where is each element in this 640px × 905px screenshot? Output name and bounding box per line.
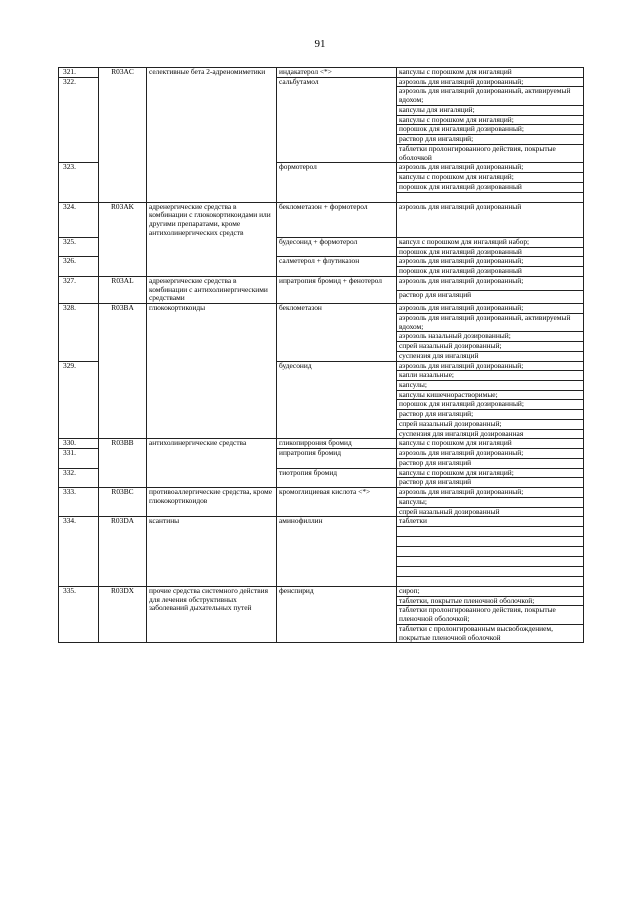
dosage-form: капсул с порошком для ингаляций набор; — [397, 237, 584, 247]
dosage-form: порошок для ингаляций дозированный — [397, 267, 584, 277]
dosage-form: капсулы для ингаляций; — [397, 105, 584, 115]
table-row — [59, 202, 584, 237]
pharm-group — [147, 163, 277, 202]
drug-name: ипратропия бромид + фенотерол — [277, 276, 397, 303]
row-number: 331. — [59, 449, 99, 468]
table-row — [59, 304, 584, 314]
table-row — [59, 587, 584, 597]
dosage-form: раствор для ингаляций — [397, 458, 584, 468]
drug-name: салметерол + флутиказон — [277, 257, 397, 276]
dosage-form: сироп; — [397, 587, 584, 597]
drug-name: тиотропия бромид — [277, 468, 397, 487]
dosage-form: аэрозоль назальный дозированный; — [397, 332, 584, 342]
drug-name: беклометазон + формотерол — [277, 202, 397, 237]
table-row — [59, 237, 584, 247]
dosage-form: аэрозоль для ингаляций дозированный; — [397, 276, 584, 290]
atc-code: R03BA — [99, 304, 147, 361]
dosage-form: порошок для ингаляций дозированный — [397, 247, 584, 257]
pharm-group — [147, 237, 277, 256]
dosage-form: спрей назальный дозированный; — [397, 342, 584, 352]
table-row — [59, 276, 584, 290]
drug-name: формотерол — [277, 163, 397, 202]
pharm-group — [147, 468, 277, 487]
page-number: 91 — [314, 38, 326, 50]
table-row — [59, 488, 584, 498]
dosage-form: порошок для ингаляций дозированный — [397, 182, 584, 192]
dosage-form: аэрозоль для ингаляций дозированный, активируемый вдохом; — [397, 87, 584, 105]
pharm-group — [147, 449, 277, 468]
dosage-form: капсулы с порошком для ингаляций; — [397, 173, 584, 183]
row-number: 325. — [59, 237, 99, 256]
table-row — [59, 361, 584, 371]
drug-name: фенспирид — [277, 587, 397, 643]
row-number: 327. — [59, 276, 99, 303]
row-number: 322. — [59, 77, 99, 163]
table-row — [59, 468, 584, 478]
row-number: 332. — [59, 468, 99, 487]
dosage-form: аэрозоль для ингаляций дозированный; — [397, 361, 584, 371]
dosage-form: аэрозоль для ингаляций дозированный, активируемый вдохом; — [397, 313, 584, 331]
atc-code — [99, 77, 147, 163]
drug-name: беклометазон — [277, 304, 397, 361]
empty-cell — [397, 537, 584, 547]
pharm-group: глюкокортикоиды — [147, 304, 277, 361]
drug-name: аминофиллин — [277, 517, 397, 587]
atc-code — [99, 449, 147, 468]
dosage-form: таблетки, покрытые пленочной оболочкой; — [397, 596, 584, 606]
dosage-form: аэрозоль для ингаляций дозированный; — [397, 257, 584, 267]
row-number: 329. — [59, 361, 99, 439]
empty-cell — [397, 527, 584, 537]
pharm-group: прочие средства системного действия для лечения обструктивных заболеваний дыхательных путей — [147, 587, 277, 643]
dosage-form: порошок для ингаляций дозированный; — [397, 125, 584, 135]
dosage-form: спрей назальный дозированный — [397, 507, 584, 517]
dosage-form: капсулы с порошком для ингаляций; — [397, 468, 584, 478]
pharm-group: адренергические средства в комбинации с антихолинергическими средствами — [147, 276, 277, 303]
dosage-form: аэрозоль для ингаляций дозированный; — [397, 488, 584, 498]
dosage-form: капсулы; — [397, 381, 584, 391]
atc-code: R03AK — [99, 202, 147, 237]
drug-name: сальбутамол — [277, 77, 397, 163]
pharm-group: адренергические средства в комбинации с глюкокортикоидами или другими препаратами, кроме антихолинергических средств — [147, 202, 277, 237]
dosage-form: капли назальные; — [397, 371, 584, 381]
drug-name: индакатерол <*> — [277, 68, 397, 78]
atc-code: R03DA — [99, 517, 147, 587]
pharm-group — [147, 77, 277, 163]
row-number: 324. — [59, 202, 99, 237]
pharm-group: селективные бета 2-адреномиметики — [147, 68, 277, 78]
atc-code — [99, 361, 147, 439]
dosage-form: капсулы; — [397, 497, 584, 507]
dosage-form: капсулы с порошком для ингаляций — [397, 439, 584, 449]
drug-name: будесонид + формотерол — [277, 237, 397, 256]
dosage-form: капсулы с порошком для ингаляций; — [397, 115, 584, 125]
dosage-form: суспензия для ингаляций — [397, 351, 584, 361]
atc-code: R03BB — [99, 439, 147, 449]
empty-cell — [397, 192, 584, 202]
dosage-form: таблетки с пролонгированным высвобождением, покрытые пленочной оболочкой — [397, 624, 584, 642]
atc-code: R03AL — [99, 276, 147, 303]
dosage-form: таблетки пролонгированного действия, покрытые оболочкой — [397, 144, 584, 162]
row-number: 328. — [59, 304, 99, 361]
pharm-group: антихолинергические средства — [147, 439, 277, 449]
dosage-form: раствор для ингаляций; — [397, 410, 584, 420]
empty-cell — [397, 577, 584, 587]
atc-code — [99, 237, 147, 256]
drug-name: будесонид — [277, 361, 397, 439]
drug-name: кромоглициевая кислота <*> — [277, 488, 397, 517]
dosage-form: суспензия для ингаляций дозированная — [397, 429, 584, 439]
empty-cell — [397, 547, 584, 557]
dosage-form: раствор для ингаляций — [397, 478, 584, 488]
pharm-group: противоаллергические средства, кроме глюкокортикоидов — [147, 488, 277, 517]
pharm-group — [147, 257, 277, 276]
dosage-form: капсулы кишечнорастворимые; — [397, 390, 584, 400]
row-number: 326. — [59, 257, 99, 276]
table-row — [59, 449, 584, 459]
atc-code — [99, 468, 147, 487]
empty-cell — [397, 557, 584, 567]
row-number: 333. — [59, 488, 99, 517]
drug-name: ипратропия бромид — [277, 449, 397, 468]
pharm-group: ксантины — [147, 517, 277, 587]
table-row — [59, 517, 584, 527]
atc-code — [99, 257, 147, 276]
dosage-form: раствор для ингаляций — [397, 290, 584, 304]
row-number: 335. — [59, 587, 99, 643]
dosage-form: аэрозоль для ингаляций дозированный; — [397, 163, 584, 173]
dosage-form: капсулы с порошком для ингаляций — [397, 68, 584, 78]
dosage-form: порошок для ингаляций дозированный; — [397, 400, 584, 410]
dosage-form: спрей назальный дозированный; — [397, 419, 584, 429]
atc-code — [99, 163, 147, 202]
atc-code: R03DX — [99, 587, 147, 643]
table-row — [59, 68, 584, 78]
row-number: 323. — [59, 163, 99, 202]
drug-table — [58, 67, 584, 643]
row-number: 330. — [59, 439, 99, 449]
empty-cell — [397, 567, 584, 577]
dosage-form: таблетки пролонгированного действия, покрытые пленочной оболочкой; — [397, 606, 584, 624]
dosage-form: аэрозоль для ингаляций дозированный; — [397, 449, 584, 459]
atc-code: R03BC — [99, 488, 147, 517]
dosage-form: таблетки — [397, 517, 584, 527]
row-number: 334. — [59, 517, 99, 587]
row-number: 321. — [59, 68, 99, 78]
dosage-form: аэрозоль для ингаляций дозированный — [397, 202, 584, 237]
dosage-form: аэрозоль для ингаляций дозированный; — [397, 77, 584, 87]
dosage-form: раствор для ингаляций; — [397, 135, 584, 145]
drug-name: гликопиррония бромид — [277, 439, 397, 449]
dosage-form: аэрозоль для ингаляций дозированный; — [397, 304, 584, 314]
atc-code: R03AC — [99, 68, 147, 78]
pharm-group — [147, 361, 277, 439]
